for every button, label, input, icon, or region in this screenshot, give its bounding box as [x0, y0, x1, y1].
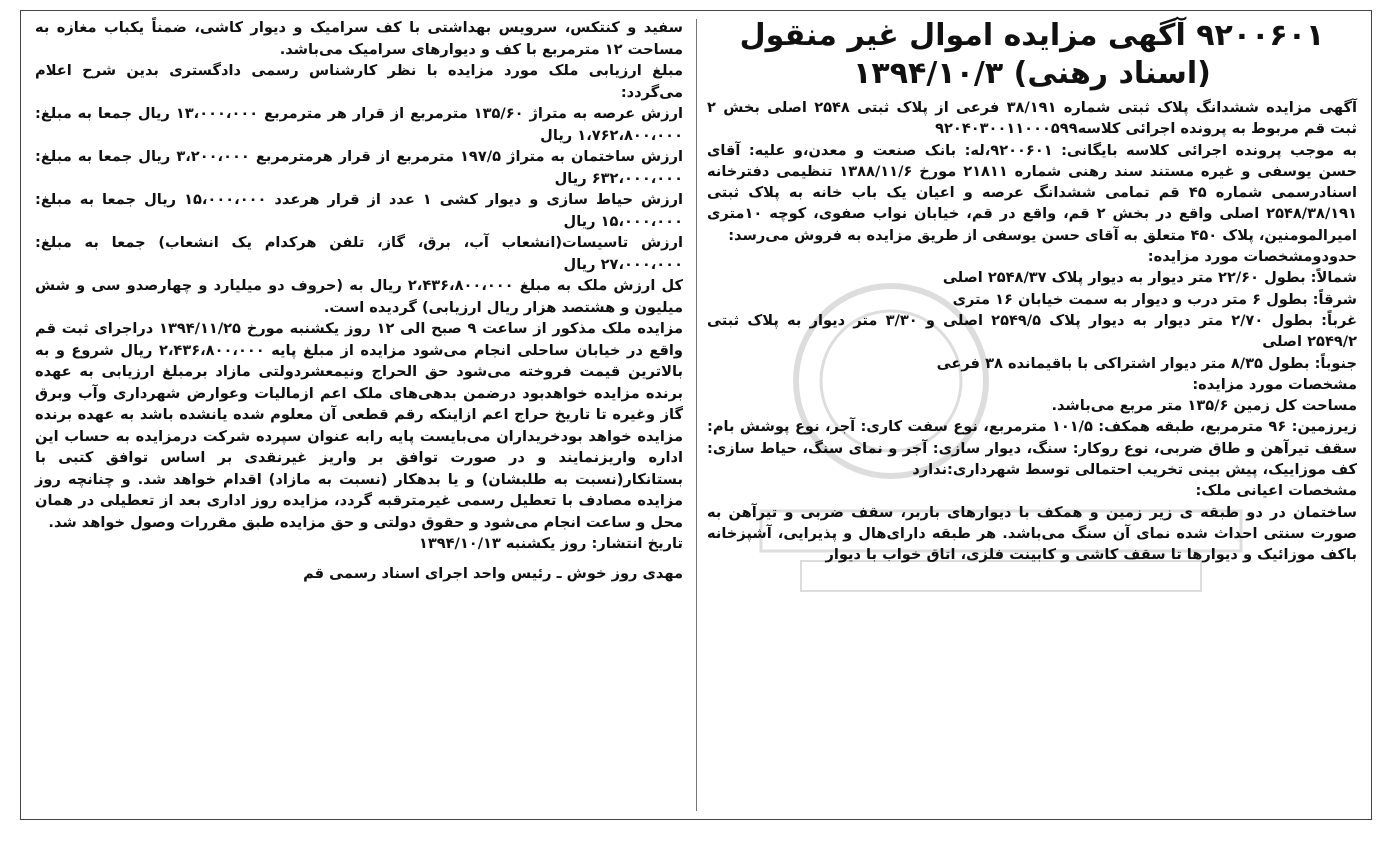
auction-notice — [20, 10, 1372, 820]
total-value: کل ارزش ملک به مبلغ ۲،۴۳۶،۸۰۰،۰۰۰ ریال به (حروف دو میلیارد و چهارصدو سی و شش میلیون و هشتصد هزار ریال ارزیابی) گردیده است. — [35, 277, 683, 316]
building-specs: زیرزمین: ۹۶ مترمربع، طبقه همکف: ۱۰۱/۵ مترمربع، نوع سفت کاری: آجر، نوع پوشش بام: سقف تیرآهن و طاق ضربی، نوع روکار: سنگ، دیوار سازی: آجر و نمای سنگ، حیاط سازی: کف موزاییک، پیش بینی تخریب احتمالی توسط شهرداری:ندارد — [707, 418, 1357, 479]
land-value: ارزش عرصه به متراژ ۱۳۵/۶۰ مترمربع از قرار هر مترمربع ۱۳،۰۰۰،۰۰۰ ریال جمعا به مبلغ: ۱،۷۶۲،۸۰۰،۰۰۰ ریال — [35, 105, 683, 144]
yard-value: ارزش حیاط سازی و دیوار کشی ۱ عدد از قرار هرعدد ۱۵،۰۰۰،۰۰۰ ریال جمعا به مبلغ: ۱۵،۰۰۰،۰۰۰ ریال — [35, 191, 683, 230]
specs-heading: مشخصات مورد مزایده: — [1192, 375, 1357, 393]
utilities-value: ارزش تاسیسات(انشعاب آب، برق، گاز، تلفن هرکدام یک انشعاب) جمعا به مبلغ: ۲۷،۰۰۰،۰۰۰ ریال — [35, 234, 683, 273]
boundary-west: غرباً: بطول ۲/۷۰ متر دیوار به دیوار پلاک ۲۵۴۹/۵ اصلی و ۳/۳۰ متر دیوار به پلاک ثبتی ۲۵۴۹/۲ اصلی — [707, 311, 1358, 351]
case-paragraph: به موجب پرونده اجرائی کلاسه بایگانی: ۹۲۰۰۶۰۱،له: بانک صنعت و معدن،و علیه: آقای حسن یوسفی و غیره مستند سند رهنی شماره ۲۱۸۱۱ مورخ ۱۳۸۸/۱۱/۶ تنظیمی دفترخانه اسنادرسمی شماره ۴۵ قم تمامی ششدانگ عرصه و اعیان یک باب خانه به پلاک ثبتی ۲۵۴۸/۳۸/۱۹۱ اصلی واقع در بخش ۲ قم، واقع در قم، خیابان نواب صفوی، کوچه ۱۰متری امیرالمومنین، پلاک ۴۵۰ متعلق به آقای حسن یوسفی از طریق مزایده به فروش می‌رسد: — [707, 141, 1358, 244]
boundary-east: شرقاً: بطول ۶ متر درب و دیوار به سمت خیابان ۱۶ متری — [952, 290, 1357, 308]
boundary-south: جنوباً: بطول ۸/۳۵ متر دیوار اشتراکی با باقیمانده ۳۸ فرعی — [936, 354, 1357, 372]
column-divider — [696, 19, 697, 811]
publish-date: تاریخ انتشار: روز یکشنبه ۱۳۹۴/۱۰/۱۳ — [418, 535, 683, 552]
building-description: ساختمان در دو طبقه ی زیر زمین و همکف با دیوارهای باربر، سقف ضربی و تیرآهن به صورت سنتی احداث شده نمای آن سنگ می‌باشد. هر طبقه دارای‌هال و پذیرایی، آشپزخانه باکف موزائیک و دیوارها تا سقف کاشی و کابینت فلزی، اتاق خواب با دیوار — [707, 503, 1357, 564]
building-description-cont: سفید و کنتکس، سرویس بهداشتی با کف سرامیک و دیوار کاشی، ضمناً یکباب مغازه به مساحت ۱۲ مترمربع با کف و دیوارهای سرامیک می‌باشد. — [35, 19, 683, 58]
notice-title: ۹۲۰۰۶۰۱ آگهی مزایده اموال غیر منقول — [739, 18, 1325, 53]
notice-subtitle: (اسناد رهنی) ۱۳۹۴/۱۰/۳ — [853, 56, 1211, 91]
left-column — [35, 17, 683, 813]
auction-terms: مزایده ملک مذکور از ساعت ۹ صبح الی ۱۲ روز یکشنبه مورخ ۱۳۹۴/۱۱/۲۵ دراجرای ثبت قم واقع در خیابان ساحلی انجام می‌شود مزایده از مبلغ پایه ۲،۴۳۶،۸۰۰،۰۰۰ ریال شروع و به بالاترین قیمت فروخته می‌شود حق الحراج ونیمعشردولتی مازاد برمبلغ ارزیابی به عهده برنده مزایده خواهدبود درضمن بدهی‌های ملک اعم ازمالیات وعوارض شهرداری وآب وبرق گاز وغیره تا تاریخ حراج اعم ازاینکه رقم قطعی آن معلوم شده یانشده باشد به عهده برنده مزایده خواهد بودخریداران می‌بایست پایه رابه عنوان سپرده شرکت درمزایده به حساب این اداره واریزنمایند و در صورت توافق بر واریز غیرنقدی بر اساس توافق کتبی با بستانکار(نسبت به طلبشان) و یا بدهکار (نسبت به مازاد) اقدام خواهد شد. و چنانچه روز مزایده مصادف با تعطیل رسمی غیرمترقبه گردد، مزایده روز اداری بعد از تعطیلی در همان محل و ساعت انجام می‌شود و حقوق دولتی و حق مزایده طبق مقررات وصول خواهد شد. — [35, 320, 683, 531]
boundaries-heading: حدودومشخصات مورد مزایده: — [1147, 248, 1357, 266]
signature: مهدی روز خوش ـ رئیس واحد اجرای اسناد رسمی قم — [303, 564, 683, 582]
building-heading: مشخصات اعیانی ملک: — [1195, 482, 1357, 500]
boundary-north: شمالاً: بطول ۲۲/۶۰ متر دیوار به دیوار پلاک ۲۵۴۸/۳۷ اصلی — [942, 269, 1357, 287]
land-area: مساحت کل زمین ۱۳۵/۶ متر مربع می‌باشد. — [1051, 397, 1357, 415]
right-column — [707, 17, 1357, 813]
building-value: ارزش ساختمان به متراژ ۱۹۷/۵ مترمربع از قرار هرمترمربع ۳،۲۰۰،۰۰۰ ریال جمعا به مبلغ: ۶۳۲،۰۰۰،۰۰۰ ریال — [35, 148, 683, 187]
valuation-intro: مبلغ ارزیابی ملک مورد مزایده با نظر کارشناس رسمی دادگستری بدین شرح اعلام می‌گردد: — [35, 62, 683, 101]
intro-paragraph: آگهی مزایده ششدانگ پلاک ثبتی شماره ۳۸/۱۹۱ فرعی از پلاک ثبتی ۲۵۴۸ اصلی بخش ۲ ثبت قم مربوط به پرونده اجرائی کلاسه۹۲۰۴۰۳۰۰۱۱۰۰۰۵۹۹ — [707, 99, 1357, 138]
